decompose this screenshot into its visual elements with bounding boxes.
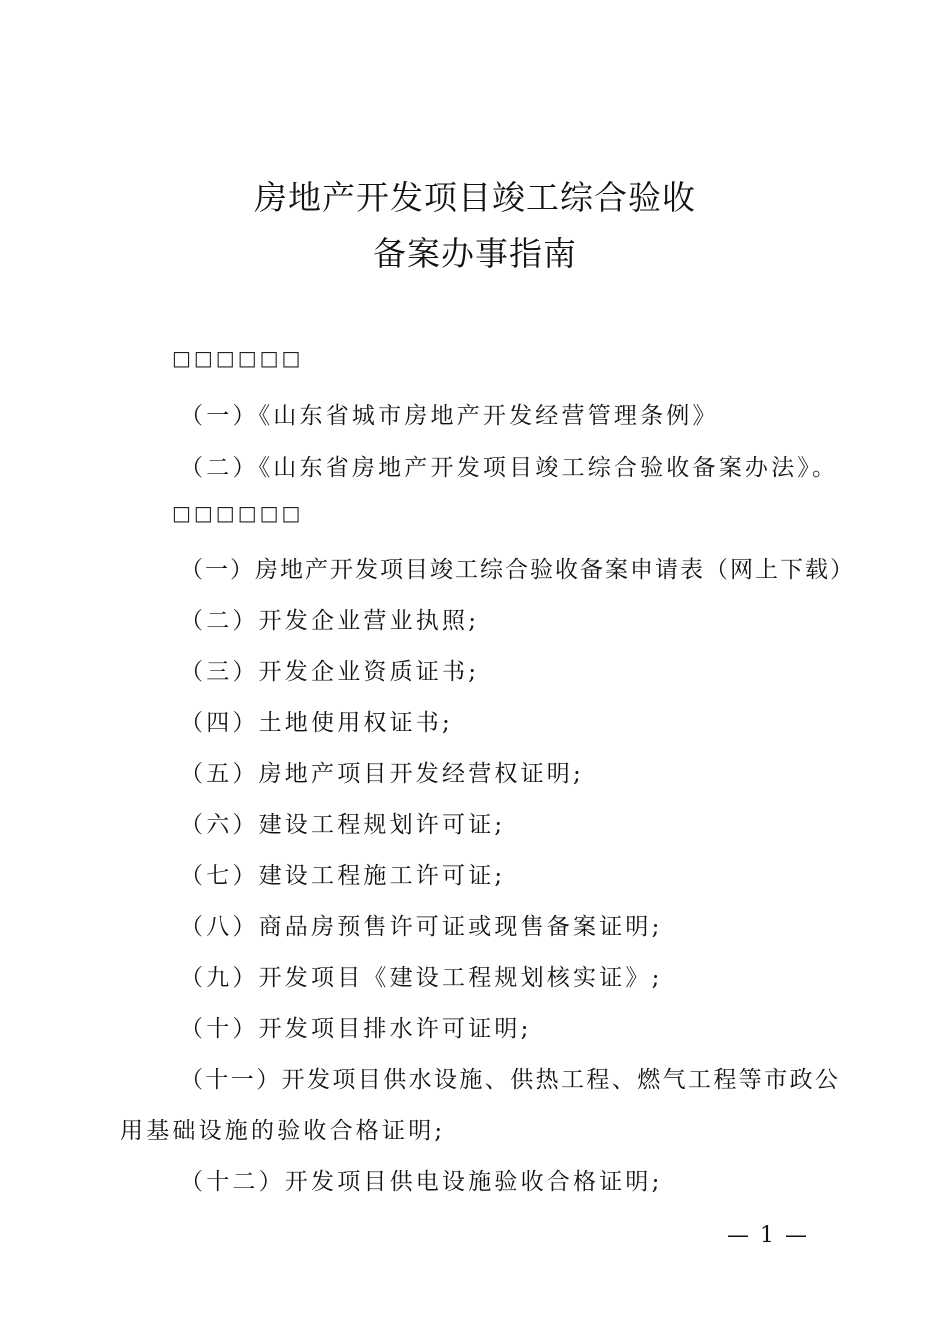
basis-item-2: （二）《山东省房地产开发项目竣工综合验收备案办法》。 — [180, 455, 839, 481]
material-item-11-line2: 用基础设施的验收合格证明; — [120, 1118, 446, 1144]
basis-item-1: （一）《山东省城市房地产开发经营管理条例》 — [180, 403, 719, 429]
material-item-9: （九）开发项目《建设工程规划核实证》; — [180, 965, 663, 991]
material-item-7: （七）建设工程施工许可证; — [180, 863, 506, 889]
material-item-5: （五）房地产项目开发经营权证明; — [180, 761, 584, 787]
material-item-1: （一）房地产开发项目竣工综合验收备案申请表（网上下载） — [180, 557, 855, 583]
material-item-8: （八）商品房预售许可证或现售备案证明; — [180, 914, 663, 940]
section-heading-basis: □□□□□□ — [172, 346, 304, 370]
material-item-10: （十）开发项目排水许可证明; — [180, 1016, 532, 1042]
page-number: — 1 — — [727, 1223, 809, 1248]
material-item-3: （三）开发企业资质证书; — [180, 659, 480, 685]
section-heading-materials: □□□□□□ — [172, 501, 304, 525]
material-item-6: （六）建设工程规划许可证; — [180, 812, 506, 838]
material-item-11-line1: （十一）开发项目供水设施、供热工程、燃气工程等市政公 — [180, 1067, 841, 1093]
document-title-line1: 房地产开发项目竣工综合验收 — [254, 178, 696, 217]
document-title-line2: 备案办事指南 — [373, 234, 577, 273]
material-item-4: （四）土地使用权证书; — [180, 710, 453, 736]
material-item-12: （十二）开发项目供电设施验收合格证明; — [180, 1169, 663, 1195]
material-item-2: （二）开发企业营业执照; — [180, 608, 480, 634]
